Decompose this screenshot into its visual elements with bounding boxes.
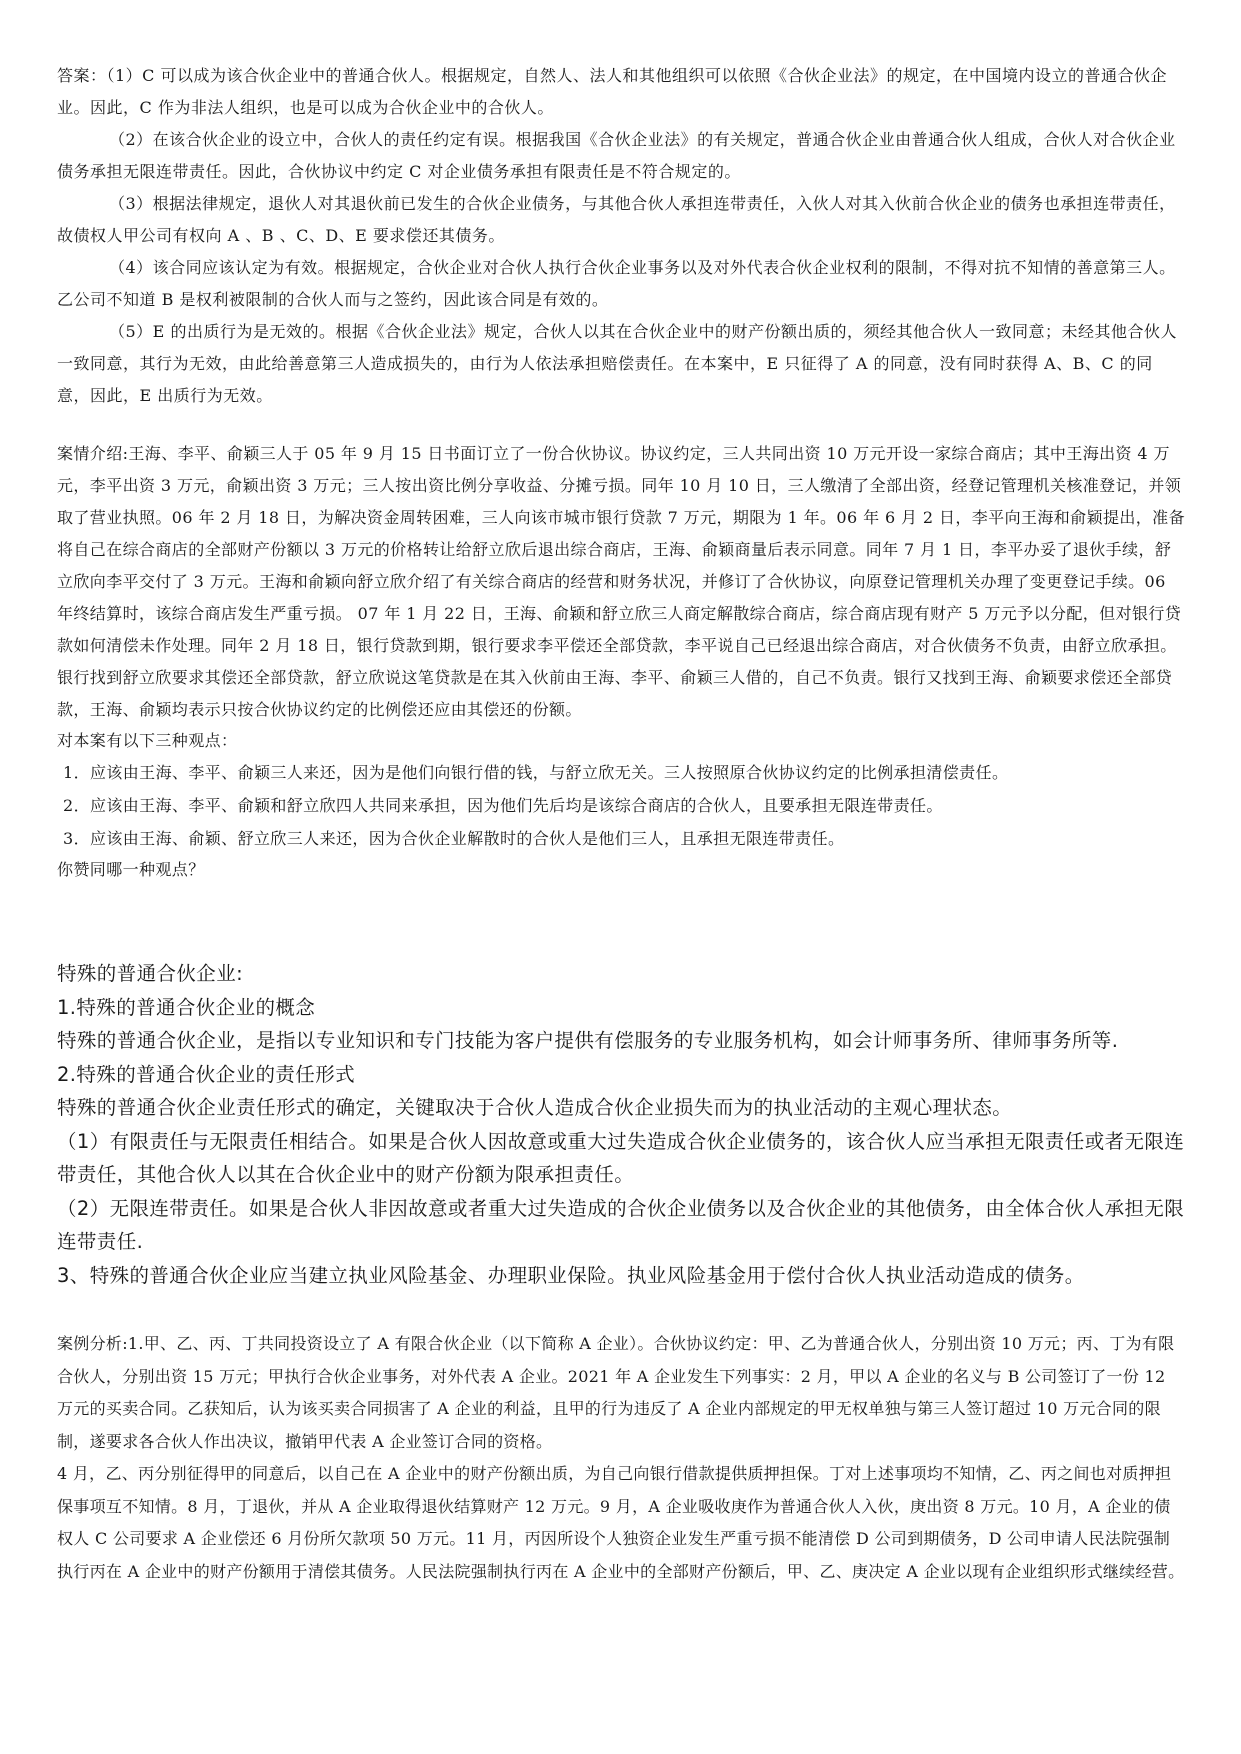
case-analysis-paragraph-1: 案例分析:1.甲、乙、丙、丁共同投资设立了 A 有限合伙企业（以下简称 A 企业）。合伙协议约定：甲、乙为普通合伙人，分别出资 10 万元；丙、丁为有限合伙人，分别出资 15 万元；甲执行合伙企业事务，对外代表 A 企业。2021 年 A 企业发生下列事实：2 月，甲以 A 企业的名义与 B 公司签订了一份 12 万元的买卖合同。乙获知后，认为该买卖合同损害了 A 企业的利益，且甲的行为违反了 A 企业内部规定的甲无权单独与第三人签订超过 10 万元合同的限制，遂要求各合伙人作出决议，撤销甲代表 A 企业签订合同的资格。 (57, 1334, 1175, 1451)
answer-paragraph-3: （3）根据法律规定，退伙人对其退伙前已发生的合伙企业债务，与其他合伙人承担连带责任，入伙人对其入伙前合伙企业的债务也承担连带责任，故债权人甲公司有权向 A 、B 、C、D、E 要求偿还其债务。 (57, 194, 1176, 245)
section-heading: 特殊的普通合伙企业: (57, 962, 244, 985)
concept-text: 特殊的普通合伙企业，是指以专业知识和专门技能为客户提供有偿服务的专业服务机构，如会计师事务所、律师事务所等. (57, 1029, 1119, 1052)
risk-fund-text: 3、特殊的普通合伙企业应当建立执业风险基金、办理职业保险。执业风险基金用于偿付合伙人执业活动造成的债务。 (57, 1263, 1085, 1287)
answer-section (57, 60, 1185, 412)
page-content (57, 60, 1185, 1588)
question: 你赞同哪一种观点？ (57, 860, 205, 879)
case-analysis-section (57, 1328, 1185, 1588)
answer-paragraph-5: （5）E 的出质行为是无效的。根据《合伙企业法》规定，合伙人以其在合伙企业中的财产份额出质的，须经其他合伙人一致同意；未经其他合伙人一致同意，其行为无效，由此给善意第三人造成损失的，由行为人依法承担赔偿责任。在本案中，E 只征得了 A 的同意，没有同时获得 A、B、C 的同意，因此，E 出质行为无效。 (57, 322, 1177, 405)
case-intro-text: 案情介绍:王海、李平、俞颖三人于 05 年 9 月 15 日书面订立了一份合伙协议。协议约定，三人共同出资 10 万元开设一家综合商店；其中王海出资 4 万元，李平出资 3 万元，俞颖出资 3 万元；三人按出资比例分享收益、分摊亏损。同年 10 月 10 日，三人缴清了全部出资，经登记管理机关核准登记，并领取了营业执照。06 年 2 月 18 日，为解决资金周转困难，三人向该市城市银行贷款 7 万元，期限为 1 年。06 年 6 月 2 日，李平向王海和俞颖提出，准备将自己在综合商店的全部财产份额以 3 万元的价格转让给舒立欣后退出综合商店，王海、俞颖商量后表示同意。同年 7 月 1 日，李平办妥了退伙手续，舒立欣向李平交付了 3 万元。王海和俞颖向舒立欣介绍了有关综合商店的经营和财务状况，并修订了合伙协议，向原登记管理机关办理了变更登记手续。06 年终结算时，该综合商店发生严重亏损。 07 年 1 月 22 日，王海、俞颖和舒立欣三人商定解散综合商店，综合商店现有财产 5 万元予以分配，但对银行贷款如何清偿未作处理。同年 2 月 18 日，银行贷款到期，银行要求李平偿还全部贷款，李平说自己已经退出综合商店，对合伙债务不负责，由舒立欣承担。银行找到舒立欣要求其偿还全部贷款，舒立欣说这笔贷款是在其入伙前由王海、李平、俞颖三人借的，自己不负责。银行又找到王海、俞颖要求偿还全部贷款，王海、俞颖均表示只按合伙协议约定的比例偿还应由其偿还的份额。 (57, 444, 1185, 719)
viewpoints-lead: 对本案有以下三种观点： (57, 731, 238, 750)
concept-title: 1.特殊的普通合伙企业的概念 (57, 995, 316, 1019)
case-analysis-paragraph-2: 4 月，乙、丙分别征得甲的同意后，以自己在 A 企业中的财产份额出质，为自己向银行借款提供质押担保。丁对上述事项均不知情，乙、丙之间也对质押担保事项互不知情。8 月，丁退伙，并从 A 企业取得退伙结算财产 12 万元。9 月，A 企业吸收庚作为普通合伙人入伙，庚出资 8 万元。10 月，A 企业的债权人 C 公司要求 A 企业偿还 6 月份所欠款项 50 万元。11 月，丙因所设个人独资企业发生严重亏损不能清偿 D 公司到期债务，D 公司申请人民法院强制执行丙在 A 企业中的财产份额用于清偿其债务。人民法院强制执行丙在 A 企业中的全部财产份额后，甲、乙、庚决定 A 企业以现有企业组织形式继续经营。 (57, 1464, 1185, 1581)
answer-paragraph-2: （2）在该合伙企业的设立中，合伙人的责任约定有误。根据我国《合伙企业法》的有关规定，普通合伙企业由普通合伙人组成，合伙人对合伙企业债务承担无限连带责任。因此，合伙协议中约定 C 对企业债务承担有限责任是不符合规定的。 (57, 130, 1176, 181)
answer-paragraph-4: （4）该合同应该认定为有效。根据规定，合伙企业对合伙人执行合伙企业事务以及对外代表合伙企业权利的限制，不得对抗不知情的善意第三人。乙公司不知道 B 是权利被限制的合伙人而与之签约，因此该合同是有效的。 (57, 258, 1176, 309)
liability-item-2: （2）无限连带责任。如果是合伙人非因故意或者重大过失造成的合伙企业债务以及合伙企业的其他债务，由全体合伙人承担无限连带责任. (57, 1196, 1185, 1253)
special-partnership-section (57, 957, 1185, 1292)
liability-title: 2.特殊的普通合伙企业的责任形式 (57, 1062, 356, 1086)
liability-item-1: （1）有限责任与无限责任相结合。如果是合伙人因故意或重大过失造成合伙企业债务的，该合伙人应当承担无限责任或者无限连带责任，其他合伙人以其在合伙企业中的财产份额为限承担责任。 (57, 1129, 1185, 1186)
case-intro-section (57, 438, 1185, 885)
liability-text: 特殊的普通合伙企业责任形式的确定，关键取决于合伙人造成合伙企业损失而为的执业活动的主观心理状态。 (57, 1096, 1013, 1119)
viewpoint-1: 1．应该由王海、李平、俞颖三人来还，因为是他们向银行借的钱，与舒立欣无关。三人按照原合伙协议约定的比例承担清偿责任。 (63, 763, 1009, 782)
answer-paragraph-1: 答案：（1）C 可以成为该合伙企业中的普通合伙人。根据规定，自然人、法人和其他组织可以依照《合伙企业法》的规定，在中国境内设立的普通合伙企业。因此，C 作为非法人组织，也是可以成为合伙企业中的合伙人。 (57, 66, 1168, 117)
viewpoint-3: 3．应该由王海、俞颖、舒立欣三人来还，因为合伙企业解散时的合伙人是他们三人，且承担无限连带责任。 (63, 829, 845, 848)
viewpoint-2: 2．应该由王海、李平、俞颖和舒立欣四人共同来承担，因为他们先后均是该综合商店的合伙人，且要承担无限连带责任。 (63, 796, 943, 815)
